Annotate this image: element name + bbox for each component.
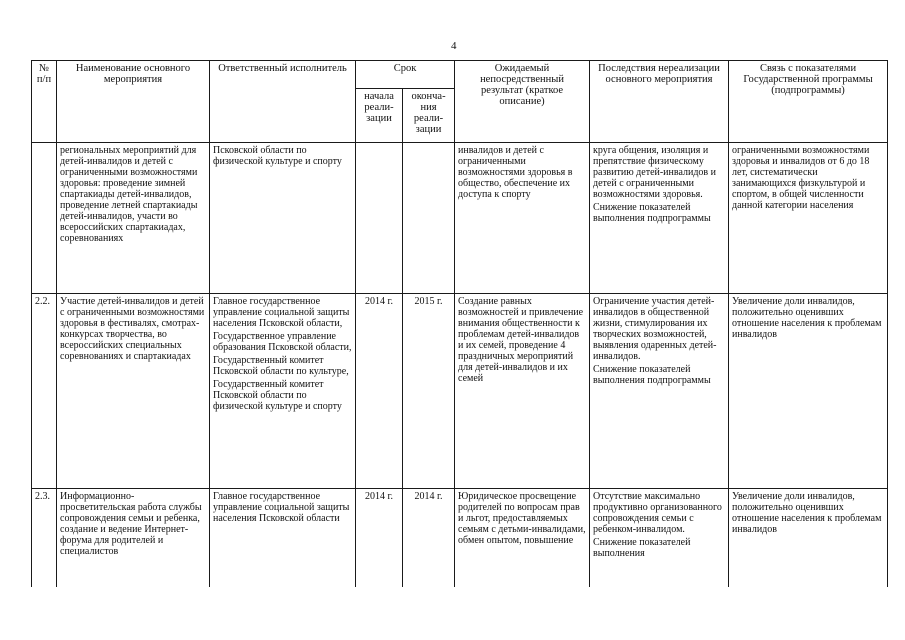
header-row [32, 61, 888, 89]
header-name: Наименование основного мероприятия [57, 61, 210, 143]
row-end [403, 143, 455, 294]
table-row [32, 143, 888, 294]
executor-entry: Государственный комитет Псковской области по культуре, [213, 355, 349, 377]
row-num: 2.2. [32, 294, 57, 489]
row-link: Увеличение доли инвалидов, положительно оценивших отношение населения к проблемам инвалидов [729, 294, 888, 489]
consequence-entry: Ограничение участия детей-инвалидов в общественной жизни, стимулирования их творческих возможностей, выявления одаренных детей-инвалидов. [593, 296, 717, 362]
row-num [32, 143, 57, 294]
executor-entry: Государственное управление образования Псковской области, [213, 331, 352, 353]
row-consequences [590, 143, 729, 294]
table-row [32, 489, 888, 587]
consequence-entry: Снижение показателей выполнения [593, 537, 691, 559]
header-consequences: Последствия нереализации основного мероприятия [590, 61, 729, 143]
executor-entry: Псковской области по физической культуре и спорту [213, 145, 342, 167]
executor-entry: Государственный комитет Псковской области по физической культуре и спорту [213, 379, 342, 412]
consequence-entry: круга общения, изоляция и препятствие физическому развитию детей-инвалидов и детей с ограниченными возможностями здоровья. [593, 145, 717, 200]
executor-entry: Главное государственное управление социальной защиты населения Псковской области [213, 491, 350, 524]
row-name: Информационно-просветительская работа службы сопровождения семьи и ребенка, создание и ведение Интернет-форума для родителей и специалистов [57, 489, 210, 587]
row-end: 2014 г. [403, 489, 455, 587]
header-expected: Ожидаемый непосредственный результат (краткое описание) [455, 61, 590, 143]
consequence-entry: Снижение показателей выполнения подпрограммы [593, 202, 711, 224]
header-term-start: начала реали-зации [356, 89, 403, 143]
row-consequences [590, 294, 729, 489]
table-row [32, 294, 888, 489]
page-number: 4 [451, 40, 457, 52]
row-start: 2014 г. [356, 294, 403, 489]
row-executor [210, 294, 356, 489]
row-consequences [590, 489, 729, 587]
row-expected: Создание равных возможностей и привлечение внимания общественности к проблемам детей-инвалидов и их семей, проведение 4 праздничных мероприятий для детей-инвалидов и их семей [455, 294, 590, 489]
row-link: Увеличение доли инвалидов, положительно оценивших отношение населения к проблемам инвалидов [729, 489, 888, 587]
header-term-end: оконча-ния реали-зации [403, 89, 455, 143]
row-name: региональных мероприятий для детей-инвалидов и детей с ограниченными возможностями здоровья: проведение зимней спартакиады детей-инвалидов, проведение летней спартакиады детей-инвалидов, участи во всероссийских спартакиадах, соревнованиях [57, 143, 210, 294]
row-expected: Юридическое просвещение родителей по вопросам прав и льгот, предоставляемых семьям с детьми-инвалидами, обмен опытом, повышение [455, 489, 590, 587]
row-name: Участие детей-инвалидов и детей с ограниченными возможностями здоровья в фестивалях, смотрах-конкурсах творчества, во всероссийских специальных соревнованиях и спартакиадах [57, 294, 210, 489]
header-num: № п/п [32, 61, 57, 143]
row-start: 2014 г. [356, 489, 403, 587]
consequence-entry: Отсутствие максимально продуктивно организованного сопровождения семьи с ребенком-инвалидом. [593, 491, 722, 535]
row-expected: инвалидов и детей с ограниченными возможностями здоровья в общество, обеспечение их доступа к спорту [455, 143, 590, 294]
row-executor [210, 489, 356, 587]
activities-table [31, 60, 888, 587]
row-link: ограниченными возможностями здоровья и инвалидов от 6 до 18 лет, систематически занимающихся физкультурой и спортом, в общей численности данной категории населения [729, 143, 888, 294]
row-start [356, 143, 403, 294]
row-executor [210, 143, 356, 294]
consequence-entry: Снижение показателей выполнения подпрограммы [593, 364, 711, 386]
executor-entry: Главное государственное управление социальной защиты населения Псковской области, [213, 296, 350, 329]
header-executor: Ответственный исполнитель [210, 61, 356, 143]
row-end: 2015 г. [403, 294, 455, 489]
row-num: 2.3. [32, 489, 57, 587]
header-term: Срок [356, 61, 455, 89]
header-link: Связь с показателями Государственной программы (подпрограммы) [729, 61, 888, 143]
